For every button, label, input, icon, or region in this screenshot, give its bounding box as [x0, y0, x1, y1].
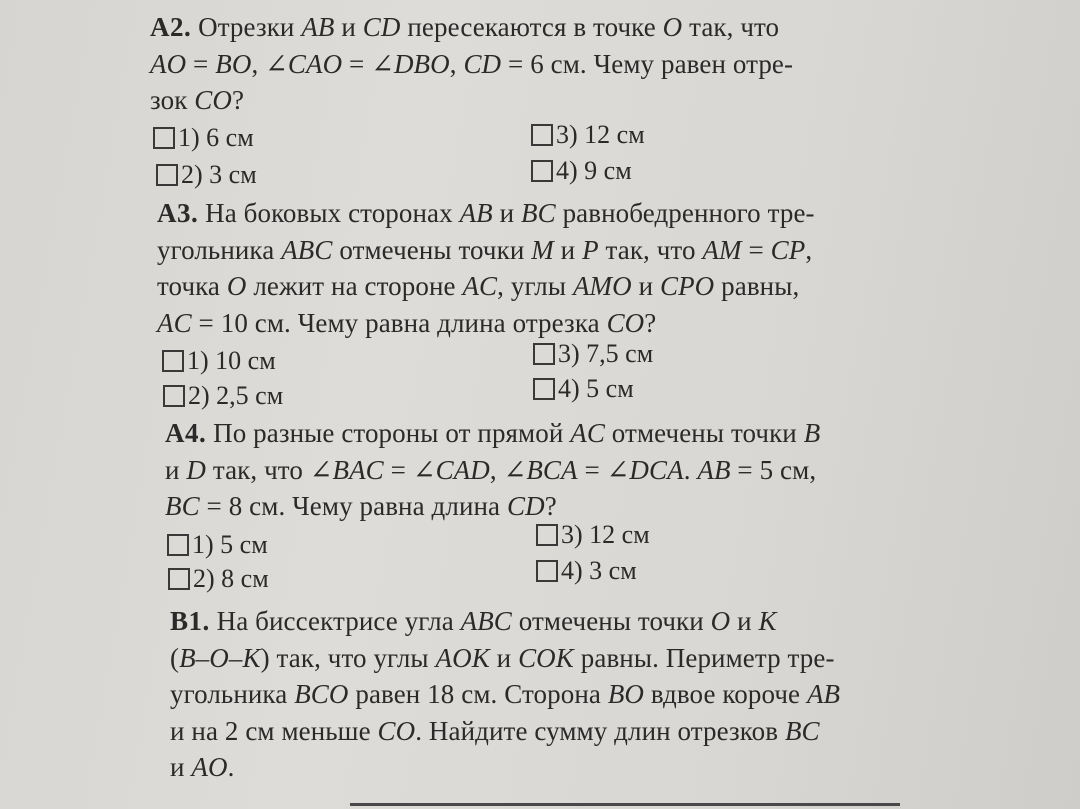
problem-text: По разные стороны от прямой AC отмечены точки B — [213, 418, 821, 448]
answer-option[interactable] — [156, 160, 257, 190]
math-variable: AOK — [435, 642, 490, 673]
problem-text: (B–O–K) так, что углы AOK и COK равны. Периметр тре- — [170, 642, 835, 673]
math-variable: B–O–K — [179, 642, 261, 673]
problem-line — [170, 676, 840, 713]
checkbox[interactable] — [531, 160, 553, 182]
option-label: 1) 10 см — [187, 346, 276, 375]
problem-line — [157, 232, 815, 269]
checkbox[interactable] — [167, 534, 189, 556]
problem-line — [165, 452, 820, 489]
problem-text: AO = BO, ∠CAO = ∠DBO, CD = 6 см. Чему равен отре- — [150, 48, 794, 79]
checkbox[interactable] — [533, 378, 555, 400]
math-variable: AB — [697, 454, 731, 485]
problem-line — [165, 415, 820, 452]
option-label: 1) 5 см — [192, 530, 268, 559]
problem-line — [170, 749, 840, 786]
option-label: 4) 5 см — [558, 374, 634, 403]
answer-option[interactable] — [531, 120, 645, 150]
option-label: 2) 8 см — [193, 564, 269, 593]
math-variable: AB — [459, 198, 493, 228]
answer-option[interactable] — [162, 346, 276, 376]
math-variable: CP — [770, 234, 806, 265]
problem-line — [170, 603, 840, 640]
answer-option[interactable] — [531, 156, 632, 186]
math-variable: CD — [506, 491, 545, 521]
math-variable: ABC — [460, 606, 512, 636]
math-variable: BO — [607, 679, 645, 709]
answer-option[interactable] — [168, 564, 269, 594]
option-label: 2) 3 см — [181, 160, 257, 189]
math-variable: AO — [150, 48, 187, 79]
math-variable: CO — [377, 715, 416, 746]
problem-line — [170, 713, 840, 750]
problem-text: и D так, что ∠BAC = ∠CAD, ∠BCA = ∠DCA. AB = 5 см, — [165, 454, 817, 485]
math-variable: P — [582, 234, 599, 265]
checkbox[interactable] — [533, 343, 555, 365]
option-label: 3) 12 см — [556, 120, 645, 149]
math-variable: DBO — [393, 48, 450, 79]
checkbox[interactable] — [531, 124, 553, 146]
math-variable: CAD — [435, 454, 490, 485]
math-variable: AM — [702, 234, 742, 265]
answer-option[interactable] — [533, 374, 634, 404]
problem-text: угольника BCO равен 18 см. Сторона BO вдвое короче AB — [170, 679, 841, 709]
answer-option[interactable] — [153, 123, 254, 153]
problem-line — [150, 46, 793, 83]
option-label: 3) 7,5 см — [558, 339, 654, 368]
math-variable: CAO — [287, 48, 343, 79]
answer-option[interactable] — [533, 339, 653, 369]
math-variable: CD — [362, 12, 401, 42]
problem-line — [157, 195, 815, 232]
answer-option[interactable] — [536, 556, 637, 586]
problem-b1 — [170, 603, 840, 786]
math-variable: CO — [194, 85, 232, 115]
problem-line — [150, 9, 793, 46]
option-label: 2) 2,5 см — [188, 381, 284, 410]
math-variable: AB — [806, 679, 841, 709]
checkbox[interactable] — [162, 350, 184, 372]
problem-text: и AO. — [170, 752, 235, 782]
problem-text: AC = 10 см. Чему равна длина отрезка CO? — [157, 307, 657, 338]
problem-text: точка O лежит на стороне AC, углы AMO и CPO равны, — [157, 271, 800, 301]
math-variable: O — [226, 271, 247, 301]
problem-text: зок CO? — [150, 85, 245, 115]
answer-option[interactable] — [167, 530, 268, 560]
option-label: 3) 12 см — [561, 520, 650, 549]
option-label: 4) 3 см — [561, 556, 637, 585]
problem-line — [157, 268, 815, 305]
problem-a4 — [165, 415, 820, 525]
math-variable: DCA — [629, 454, 684, 485]
problem-text: На биссектрисе угла ABC отмечены точки O и K — [216, 606, 777, 636]
checkbox[interactable] — [153, 127, 175, 149]
checkbox[interactable] — [536, 560, 558, 582]
checkbox[interactable] — [536, 524, 558, 546]
math-variable: B — [803, 418, 821, 448]
math-variable: AC — [462, 271, 498, 301]
problem-id: A2. — [150, 12, 192, 42]
math-variable: BO — [215, 48, 252, 79]
problem-id: B1. — [170, 606, 210, 636]
math-variable: AO — [191, 752, 228, 782]
math-variable: AC — [570, 418, 605, 448]
math-variable: BCO — [294, 679, 349, 709]
problem-a2 — [150, 9, 793, 119]
problem-line — [157, 305, 815, 342]
math-variable: K — [758, 606, 777, 636]
math-variable: D — [186, 454, 207, 485]
math-variable: BCA — [526, 454, 578, 485]
problem-text: Отрезки AB и CD пересекаются в точке O так, что — [198, 12, 780, 42]
math-variable: CO — [606, 307, 645, 338]
math-variable: BC — [165, 491, 200, 521]
math-variable: COK — [518, 642, 574, 673]
problem-line — [150, 82, 793, 119]
math-variable: AC — [157, 307, 192, 338]
math-variable: CPO — [659, 271, 715, 301]
option-label: 4) 9 см — [556, 156, 632, 185]
checkbox[interactable] — [163, 385, 185, 407]
page-bottom-rule — [350, 803, 900, 806]
problem-a3 — [157, 195, 815, 341]
math-variable: AMO — [572, 271, 632, 301]
math-variable: O — [662, 12, 683, 42]
problem-id: A3. — [157, 198, 199, 228]
problem-text: и на 2 см меньше CO. Найдите сумму длин отрезков BC — [170, 715, 820, 746]
math-variable: O — [710, 606, 731, 636]
problem-line — [165, 488, 820, 525]
math-variable: AB — [301, 12, 335, 42]
math-variable: BC — [784, 715, 820, 746]
problem-line — [170, 640, 840, 677]
checkbox[interactable] — [168, 568, 190, 590]
answer-option[interactable] — [536, 520, 650, 550]
problem-text: угольника ABC отмечены точки M и P так, что AM = CP, — [157, 234, 813, 265]
math-variable: CD — [463, 48, 502, 79]
problem-id: A4. — [165, 418, 207, 448]
problem-text: BC = 8 см. Чему равна длина CD? — [165, 491, 557, 521]
math-variable: M — [531, 234, 554, 265]
answer-option[interactable] — [163, 381, 283, 411]
math-variable: ABC — [281, 234, 333, 265]
option-label: 1) 6 см — [178, 123, 254, 152]
problem-text: На боковых сторонах AB и BC равнобедренного тре- — [205, 198, 815, 228]
math-variable: BAC — [332, 454, 384, 485]
math-variable: BC — [521, 198, 556, 228]
checkbox[interactable] — [156, 164, 178, 186]
